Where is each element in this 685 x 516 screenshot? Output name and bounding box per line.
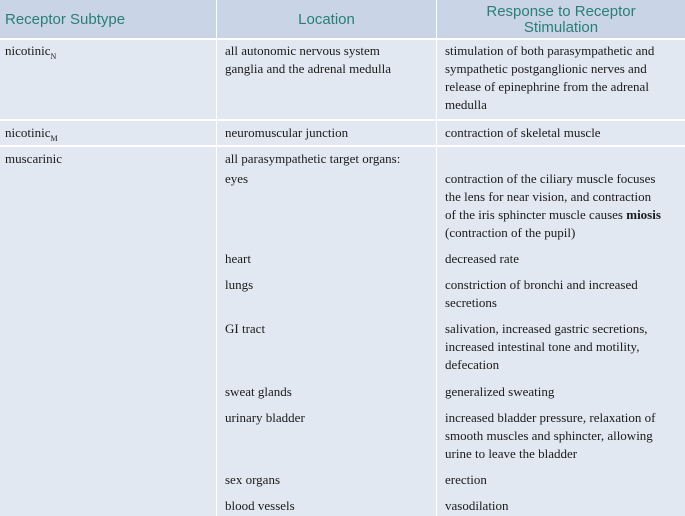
response-line: (contraction of the pupil) <box>445 225 576 240</box>
row-divider <box>0 145 685 147</box>
subtype-nicotinic-n: nicotinic$_N$ <box>5 43 57 61</box>
subtype-nicotinic-m: nicotinic$_M$ <box>5 125 58 143</box>
response-line-miosis: of the iris sphincter muscle causes miosis <box>445 207 661 222</box>
response-line: secretions <box>445 295 497 310</box>
response-line: the lens for near vision, and contraction <box>445 189 652 204</box>
response-line: decreased rate <box>445 251 519 266</box>
location-sweat-glands: sweat glands <box>225 384 292 399</box>
subtype-muscarinic: muscarinic <box>5 151 63 166</box>
location-intro: all parasympathetic target organs: <box>225 151 401 166</box>
response-line: stimulation of both parasympathetic and <box>445 43 655 58</box>
location-heart: heart <box>225 251 251 266</box>
location-gi-tract: GI tract <box>225 321 266 336</box>
response-line: constriction of bronchi and increased <box>445 277 638 292</box>
location-urinary-bladder: urinary bladder <box>225 410 305 425</box>
response-line: increased bladder pressure, relaxation of <box>445 410 656 425</box>
row-divider <box>0 38 685 40</box>
header-receptor-subtype-label: Receptor Subtype <box>5 11 126 28</box>
header-location <box>217 0 436 39</box>
location-line: neuromuscular junction <box>225 125 349 140</box>
response-line: smooth muscles and sphincter, allowing <box>445 428 653 443</box>
location-sex-organs: sex organs <box>225 472 281 487</box>
location-line: ganglia and the adrenal medulla <box>225 61 392 76</box>
location-blood-vessels: blood vessels <box>225 498 295 513</box>
location-lungs: lungs <box>225 277 254 292</box>
header-location-label: Location <box>298 11 355 28</box>
header-response-line-1: Response to Receptor <box>486 2 636 20</box>
header-response-line-2: Stimulation <box>523 18 599 36</box>
location-eyes: eyes <box>225 171 249 186</box>
response-line: vasodilation <box>445 498 509 513</box>
response-line: contraction of skeletal muscle <box>445 125 601 140</box>
response-line: contraction of the ciliary muscle focuses <box>445 171 656 186</box>
response-line: medulla <box>445 97 487 112</box>
header-response <box>437 0 685 39</box>
column-divider <box>436 0 437 516</box>
response-line: defecation <box>445 357 500 372</box>
location-line: all autonomic nervous system <box>225 43 380 58</box>
column-divider <box>216 0 217 516</box>
row-divider <box>0 119 685 121</box>
response-line: urine to leave the bladder <box>445 446 578 461</box>
response-line: sympathetic postganglionic nerves and <box>445 61 647 76</box>
response-line: salivation, increased gastric secretions, <box>445 321 648 336</box>
response-line: increased intestinal tone and motility, <box>445 339 640 354</box>
header-receptor-subtype <box>0 0 216 39</box>
response-line: erection <box>445 472 487 487</box>
response-line: generalized sweating <box>445 384 555 399</box>
response-line: release of epinephrine from the adrenal <box>445 79 649 94</box>
